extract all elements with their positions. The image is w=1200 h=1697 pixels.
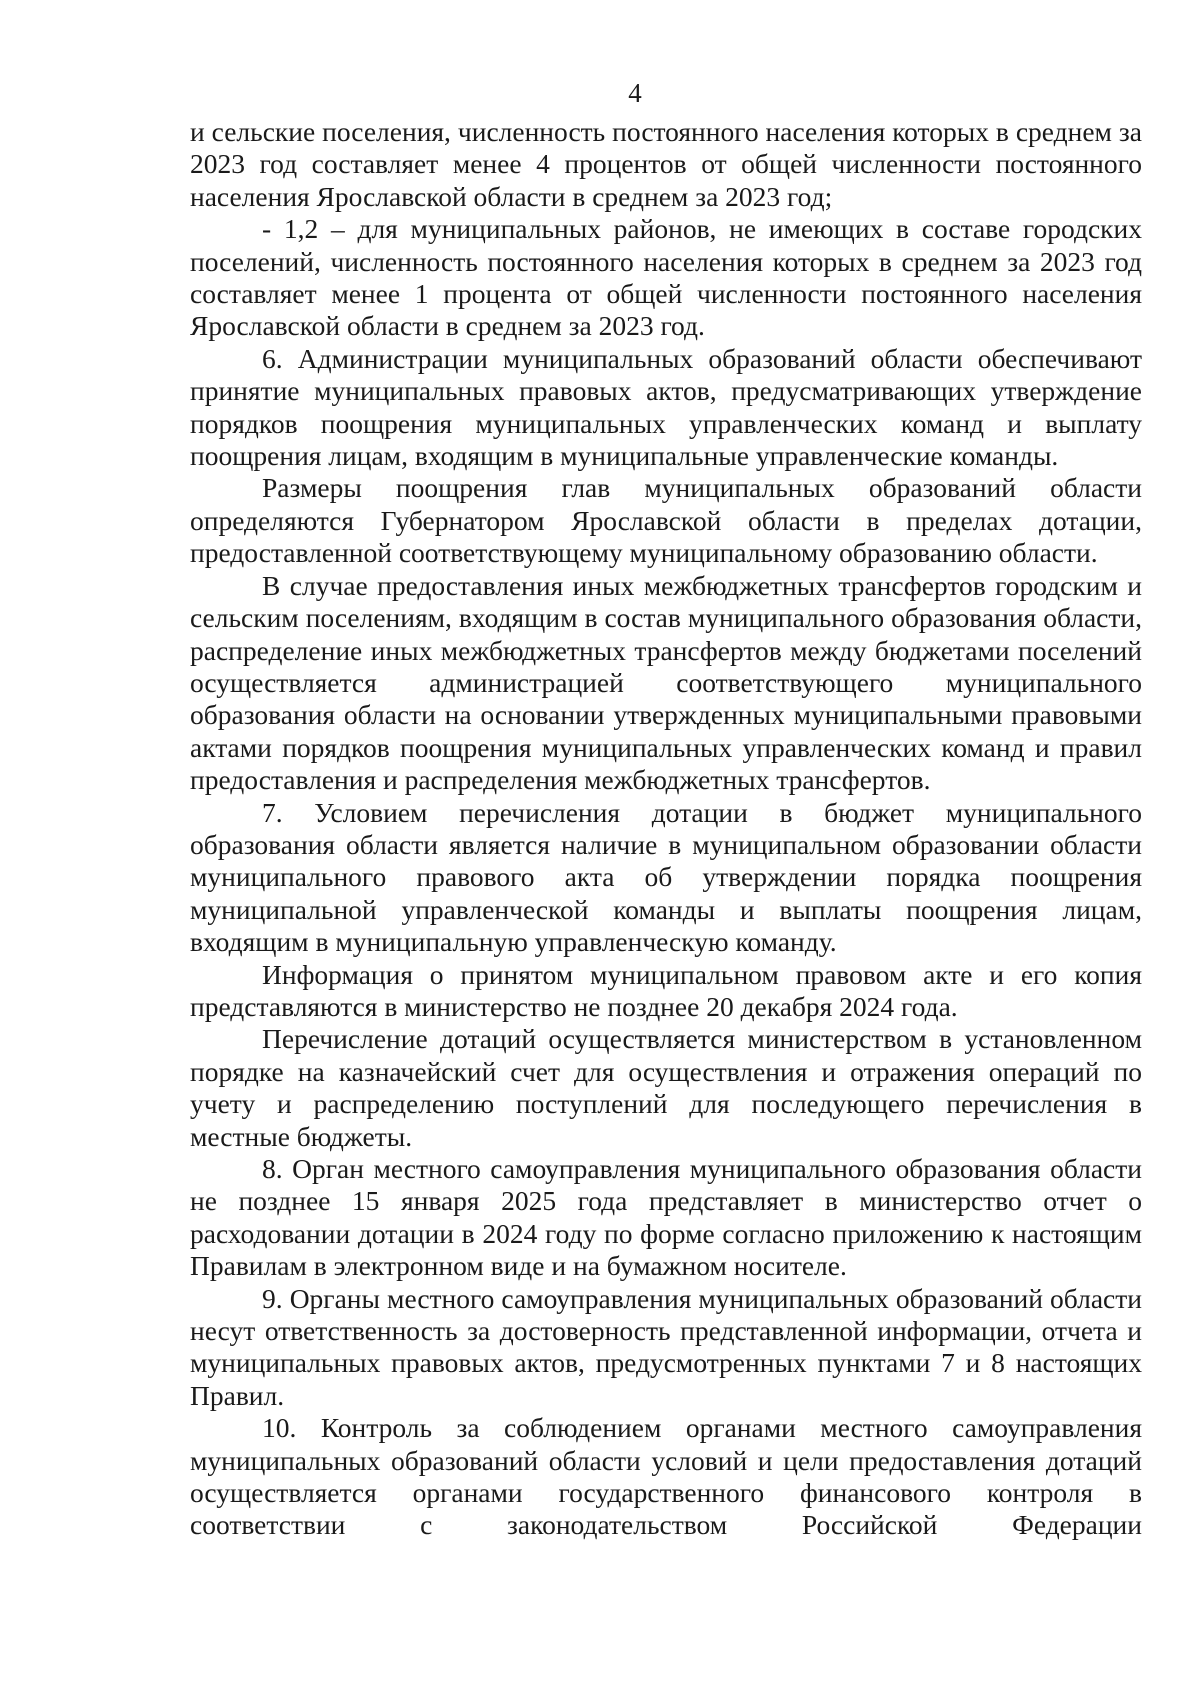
paragraph-item-7: 7. Условием перечисления дотации в бюджет муниципального образования области является наличие в муниципальном образовании области муниципального правового акта об утверждении порядка поощрения муниципальной управленческой команды и выплаты поощрения лицам, входящим в муниципальную управленческую команду. (190, 796, 1142, 958)
page-number: 4 (628, 78, 642, 108)
paragraph-item-9: 9. Органы местного самоуправления муниципальных образований области несут ответственность за достоверность представленной информации, отчета и муниципальных правовых актов, предусмотренных пунктами 7 и 8 настоящих Правил. (190, 1282, 1142, 1411)
paragraph-item-10: 10. Контроль за соблюдением органами местного самоуправления муниципальных образований области условий и цели предоставления дотаций осуществляется органами государственного финансового контроля в соответствии с законодательством Российской Федерации (190, 1412, 1142, 1541)
paragraph-item-8: 8. Орган местного самоуправления муниципального образования области не позднее 15 января 2025 года представляет в министерство отчет о расходовании дотации в 2024 году по форме согласно приложению к настоящим Правилам в электронном виде и на бумажном носителе. (190, 1153, 1142, 1282)
paragraph-information: Информация о принятом муниципальном правовом акте и его копия представляются в министерство не позднее 20 декабря 2024 года. (190, 958, 1142, 1022)
paragraph-transfers: В случае предоставления иных межбюджетных трансфертов городским и сельским поселениям, входящим в состав муниципального образования области, распределение иных межбюджетных трансфертов между бюджетами поселений осуществляется администрацией соответствующего муниципального образования области на основании утвержденных муниципальными правовыми актами порядков поощрения муниципальных управленческих команд и правил предоставления и распределения межбюджетных трансфертов. (190, 569, 1142, 796)
paragraph-item-6: 6. Администрации муниципальных образований области обеспечивают принятие муниципальных правовых актов, предусматривающих утверждение порядков поощрения муниципальных управленческих команд и выплату поощрения лицам, входящим в муниципальные управленческие команды. (190, 342, 1142, 472)
paragraph-transfer-of-subsidies: Перечисление дотаций осуществляется министерством в установленном порядке на казначейский счет для осуществления и отражения операций по учету и распределению поступлений для последующего перечисления в местные бюджеты. (190, 1023, 1142, 1152)
document-body (190, 116, 1142, 1542)
paragraph-reward-amounts: Размеры поощрения глав муниципальных образований области определяются Губернатором Ярославской области в пределах дотации, предоставленной соответствующему муниципальному образованию области. (190, 472, 1142, 569)
paragraph-continuation: и сельские поселения, численность постоянного населения которых в среднем за 2023 год составляет менее 4 процентов от общей численности постоянного населения Ярославской области в среднем за 2023 год; (190, 116, 1142, 212)
paragraph-coefficient-1-2: - 1,2 – для муниципальных районов, не имеющих в составе городских поселений, численность постоянного населения которых в среднем за 2023 год составляет менее 1 процента от общей численности постоянного населения Ярославской области в среднем за 2023 год. (190, 213, 1142, 342)
